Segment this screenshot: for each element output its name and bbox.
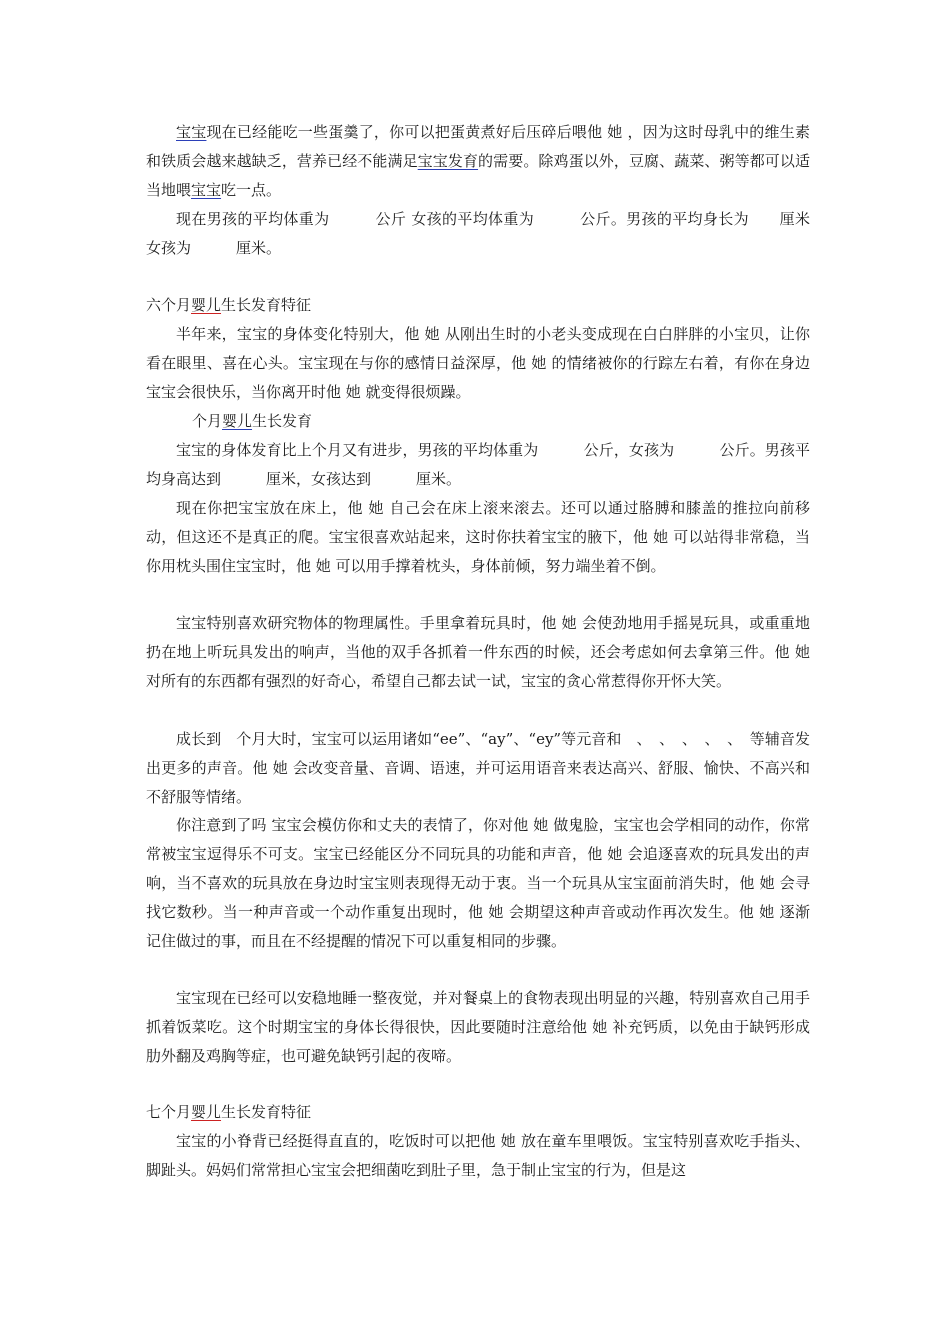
paragraph-straight-back: 宝宝的小脊背已经挺得直直的，吃饭时可以把他 她 放在童车里喂饭。宝宝特别喜欢吃手指头、脚趾头。妈妈们常常担心宝宝会把细菌吃到肚子里，急于制止宝宝的行为，但是这 bbox=[146, 1132, 810, 1179]
paragraph-average-weight: 现在男孩的平均体重为 公斤 女孩的平均体重为 公斤。男孩的平均身长为 厘米 女孩为 厘米。 bbox=[146, 210, 810, 257]
link-baby[interactable]: 宝宝 bbox=[191, 181, 222, 199]
heading-text: 个月 bbox=[192, 412, 223, 430]
heading-text: 生长发育特征 bbox=[221, 1103, 312, 1121]
paragraph-rolling-standing: 现在你把宝宝放在床上，他 她 自己会在床上滚来滚去。还可以通过胳膊和膝盖的推拉向前移动，但这还不是真正的爬。宝宝很喜欢站起来，这时你扶着宝宝的腋下，他 她 可以站得非常稳，当你用枕头围住宝宝时，他 她 可以用手撑着枕头，身体前倾，努力端坐着不倒。 bbox=[146, 499, 810, 575]
heading-text: 七个月 bbox=[146, 1103, 192, 1121]
link-baby[interactable]: 宝宝 bbox=[176, 123, 207, 141]
paragraph-body-development: 宝宝的身体发育比上个月又有进步，男孩的平均体重为 公斤，女孩为 公斤。男孩平均身高达到 厘米，女孩达到 厘米。 bbox=[146, 441, 810, 488]
heading-text: 生长发育特征 bbox=[221, 296, 312, 314]
paragraph-text: 吃一点。 bbox=[221, 181, 282, 199]
link-infant[interactable]: 婴儿 bbox=[191, 296, 222, 314]
heading-text: 生长发育 bbox=[252, 412, 313, 430]
section-heading-six-months bbox=[146, 291, 311, 320]
link-infant[interactable]: 婴儿 bbox=[222, 412, 253, 430]
paragraph-sleep-calcium: 宝宝现在已经可以安稳地睡一整夜觉，并对餐桌上的食物表现出明显的兴趣，特别喜欢自己用手抓着饭菜吃。这个时期宝宝的身体长得很快，因此要随时注意给他 她 补充钙质，以免由于缺钙形成肋外翻及鸡胸等症，也可避免缺钙引起的夜啼。 bbox=[146, 989, 810, 1065]
paragraph-imitation: 你注意到了吗 宝宝会模仿你和丈夫的表情了，你对他 她 做鬼脸，宝宝也会学相同的动作，你常常被宝宝逗得乐不可支。宝宝已经能区分不同玩具的功能和声音，他 她 会追逐喜欢的玩具发出的声响，当不喜欢的玩具放在身边时宝宝则表现得无动于衷。当一个玩具从宝宝面前消失时，他 她 会寻找它数秒。当一种声音或一个动作重复出现时，他 她 会期望这种声音或动作再次发生。他 她 逐渐记住做过的事，而且在不经提醒的情况下可以重复相同的步骤。 bbox=[146, 816, 810, 950]
paragraph-egg-feeding bbox=[146, 118, 810, 205]
paragraph-physical-properties: 宝宝特别喜欢研究物体的物理属性。手里拿着玩具时，他 她 会使劲地用手摇晃玩具，或重重地扔在地上听玩具发出的响声，当他的双手各抓着一件东西的时候，还会考虑如何去拿第三件。他 她 对所有的东西都有强烈的好奇心，希望自己都去试一试，宝宝的贪心常惹得你开怀大笑。 bbox=[146, 614, 810, 690]
paragraph-vowels-consonants: 成长到 个月大时，宝宝可以运用诸如“ee”、“ay”、“ey”等元音和 、 、 、 、 、 等辅音发出更多的声音。他 她 会改变音量、音调、语速，并可运用语音来表达高兴、舒服、愉快、不高兴和不舒服等情绪。 bbox=[146, 730, 810, 806]
paragraph-text: 的需要。除鸡蛋以外，豆腐、蔬菜、粥等都可以适当地喂 bbox=[146, 152, 810, 199]
section-heading-seven-months bbox=[146, 1098, 311, 1127]
paragraph-text: 现在已经能吃一些蛋羹了，你可以把蛋黄煮好后压碎后喂他 她 ，因为这时母乳中的维生素和铁质会越来越缺乏，营养已经不能满足 bbox=[146, 123, 810, 170]
heading-text: 六个月 bbox=[146, 296, 192, 314]
link-infant[interactable]: 婴儿 bbox=[191, 1103, 222, 1121]
paragraph-half-year-changes: 半年来，宝宝的身体变化特别大，他 她 从刚出生时的小老头变成现在白白胖胖的小宝贝，让你看在眼里、喜在心头。宝宝现在与你的感情日益深厚，他 她 的情绪被你的行踪左右着，有你在身边宝宝会很快乐，当你离开时他 她 就变得很烦躁。 bbox=[146, 325, 810, 401]
sub-heading-month-growth bbox=[192, 407, 312, 436]
link-baby-development[interactable]: 宝宝发育 bbox=[417, 152, 479, 170]
